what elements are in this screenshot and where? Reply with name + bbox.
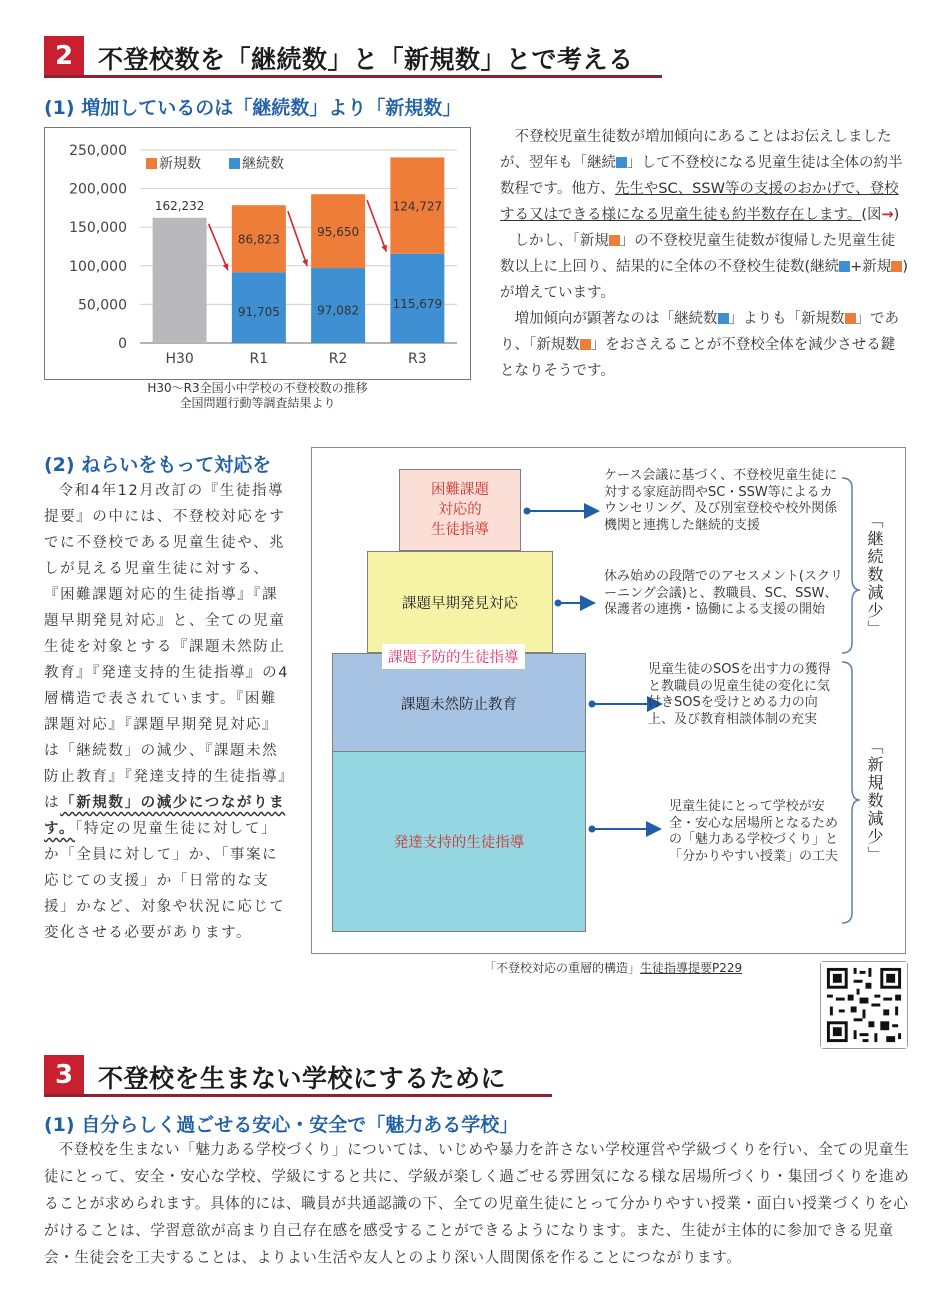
subsection-title-2: (2) ねらいをもって対応を [44, 454, 272, 476]
section-number-3: 3 [44, 1055, 84, 1095]
continued-square-icon [616, 157, 627, 168]
section-title-3: 不登校を生まない学校にするために [98, 1064, 507, 1093]
desc-developmental-support: 児童生徒にとって学校が安全・安心な居場所となるための「魅力ある学校づくり」と「分かりやすい授業」の工夫 [669, 799, 839, 864]
y-tick-label: 200,000 [69, 181, 127, 198]
layer-early-detection: 課題早期発見対応 [367, 551, 553, 653]
label-continued-decrease: 「継続数減少」 [865, 512, 884, 638]
right-arrow-icon: → [881, 207, 894, 223]
intro-paragraph-2: しかし、「新規 」の不登校児童生徒数が復帰した児童生徒数以上に上回り、結果的に全体の不登校生徒数(継続 +新規 )が増えています。 [500, 233, 908, 301]
section-rule-3 [44, 1094, 552, 1097]
data-label: 97,082 [317, 303, 360, 318]
data-label: 91,705 [237, 305, 280, 320]
attractive-school-paragraph: 不登校を生まない「魅力ある学校づくり」については、いじめや暴力を許さない学校運営や学級づくりを行い、全ての児童生徒にとって、安全・安心な学校、学級にすると共に、学級が楽しく過ごせる雰囲気になる様な居場所づくり・集団づくりを進めることが求められます。具体的には、職員が共通認識の下、全ての児童生徒にとって分かりやすい授業・面白い授業づくりを心がけることは、学習意欲が高まり自己存在感を感受することができるようになります。また、生徒が主体的に参加できる児童会・生徒会を工夫することは、よりよい生活や友人とのより深い人間関係を作ることにつながります。 [44, 1141, 910, 1266]
x-tick-label: R3 [408, 351, 427, 367]
legend-label-new: 新規数 [159, 156, 201, 172]
continued-square-icon [718, 313, 729, 324]
desc-difficult-issue: ケース会議に基づく、不登校児童生徒に対する家庭訪問やSC・SSW等によるカウンセリング、及び別室登校や校外関係機関と連携した継続的支援 [604, 468, 838, 533]
trend-arrow [288, 211, 307, 266]
aim-paragraph: 令和4年12月改訂の『生徒指導提要』の中には、不登校対応をすでに不登校である児童生徒や、兆しが見える児童生徒に対する、『困難課題対応的生徒指導』『課題早期発見対応』と、全ての児童生徒を対象とする『課題未然防止教育』『発達支持的生徒指導』の4層構造で表されています。『困難課題対応』『課題早期発見対応』は「継続数」の減少、『課題未然防止教育』『発達支持的生徒指導』は「新規数」の減少につながります。「特定の児童生徒に対して」か「全員に対して」か、「事案に応じての支援」か「日常的な支援」かなど、対象や状況に応じて変化させる必要があります。 [44, 483, 290, 941]
chart-svg [45, 128, 470, 379]
y-tick-label: 100,000 [69, 258, 127, 275]
x-tick-label: H30 [165, 351, 194, 367]
x-tick-label: R1 [249, 351, 269, 367]
chart-caption-line1: H30〜R3全国小中学校の不登校数の推移 [147, 381, 368, 395]
intro-text [500, 124, 908, 384]
data-label: 86,823 [237, 232, 280, 247]
emphasis-text: 「新規数」の減少につながります。 [44, 795, 286, 837]
layer-preventive-tag: 課題予防的生徒指導 [382, 644, 525, 669]
bar-total [153, 218, 207, 343]
chart-caption-line2: 全国問題行動等調査結果より [179, 396, 336, 410]
layer-developmental-support: 発達支持的生徒指導 [332, 751, 586, 932]
qr-code-icon[interactable] [820, 961, 908, 1049]
data-label: 124,727 [392, 199, 443, 214]
section-number: 2 [44, 36, 84, 76]
new-square-icon [891, 261, 902, 272]
section-title: 不登校数を「継続数」と「新規数」とで考える [98, 45, 634, 74]
y-tick-label: 0 [118, 336, 127, 352]
data-label: 162,232 [154, 198, 205, 213]
section-rule [44, 75, 662, 78]
legend-swatch-new [146, 158, 157, 169]
layer-difficult-issue: 困難課題 対応的 生徒指導 [399, 469, 521, 551]
x-tick-label: R2 [328, 351, 348, 367]
intro-paragraph-3: 増加傾向が顕著なのは「継続数 」よりも「新規数 」であり、「新規数 」をおさえることが不登校全体を減少させる鍵となりそうです。 [500, 311, 899, 379]
continued-square-icon [839, 261, 850, 272]
label-new-decrease: 「新規数減少」 [865, 738, 884, 864]
new-square-icon [845, 313, 856, 324]
attractive-school-text [44, 1136, 910, 1271]
y-tick-label: 50,000 [78, 297, 127, 314]
y-tick-label: 250,000 [69, 143, 127, 159]
brace-lines [842, 478, 860, 923]
desc-early-detection: 休み始めの段階でのアセスメント(スクリーニング会議)と、教職員、SC、SSW、保護者の連携・協働による支援の開始 [604, 569, 843, 617]
new-square-icon [609, 235, 620, 246]
layer-prevention-education: 課題未然防止教育 [332, 653, 586, 753]
new-square-icon [580, 339, 591, 350]
data-label: 115,679 [392, 296, 443, 311]
desc-prevention-education: 児童生徒のSOSを出す力の獲得と教職員の児童生徒の変化に気付きSOSを受けとめる力の向上、及び教育相談体制の充実 [648, 662, 831, 727]
y-tick-label: 150,000 [69, 220, 127, 237]
subsection-title-3: (1) 自分らしく過ごせる安心・安全で「魅力ある学校」 [44, 1114, 519, 1136]
legend-label-continued: 継続数 [242, 156, 284, 172]
diagram-caption-link[interactable]: 生徒指導提要P229 [640, 961, 743, 975]
chart-caption [44, 381, 471, 411]
legend-swatch-continued [229, 158, 240, 169]
data-label: 95,650 [317, 225, 360, 240]
trend-arrow-head [302, 259, 308, 266]
subsection-title: (1) 増加しているのは「継続数」より「新規数」 [44, 97, 462, 119]
intro-paragraph-1: 不登校児童生徒数が増加傾向にあることはお伝えしましたが、翌年も「継続 」して不登校になる児童生徒は全体の約半数程です。他方、先生やSC、SSW等の支援のおかげで、登校する又はできる様になる児童生徒も約半数存在します。(図→) [500, 129, 903, 223]
trend-arrow [367, 200, 386, 251]
trend-arrow [209, 224, 228, 270]
aim-text [44, 478, 290, 946]
bar-chart [44, 127, 471, 380]
diagram-caption: 「不登校対応の重層的構造」生徒指導提要P229 [484, 961, 743, 975]
layered-structure-diagram [311, 447, 906, 954]
qr-code-graphic [821, 962, 907, 1048]
